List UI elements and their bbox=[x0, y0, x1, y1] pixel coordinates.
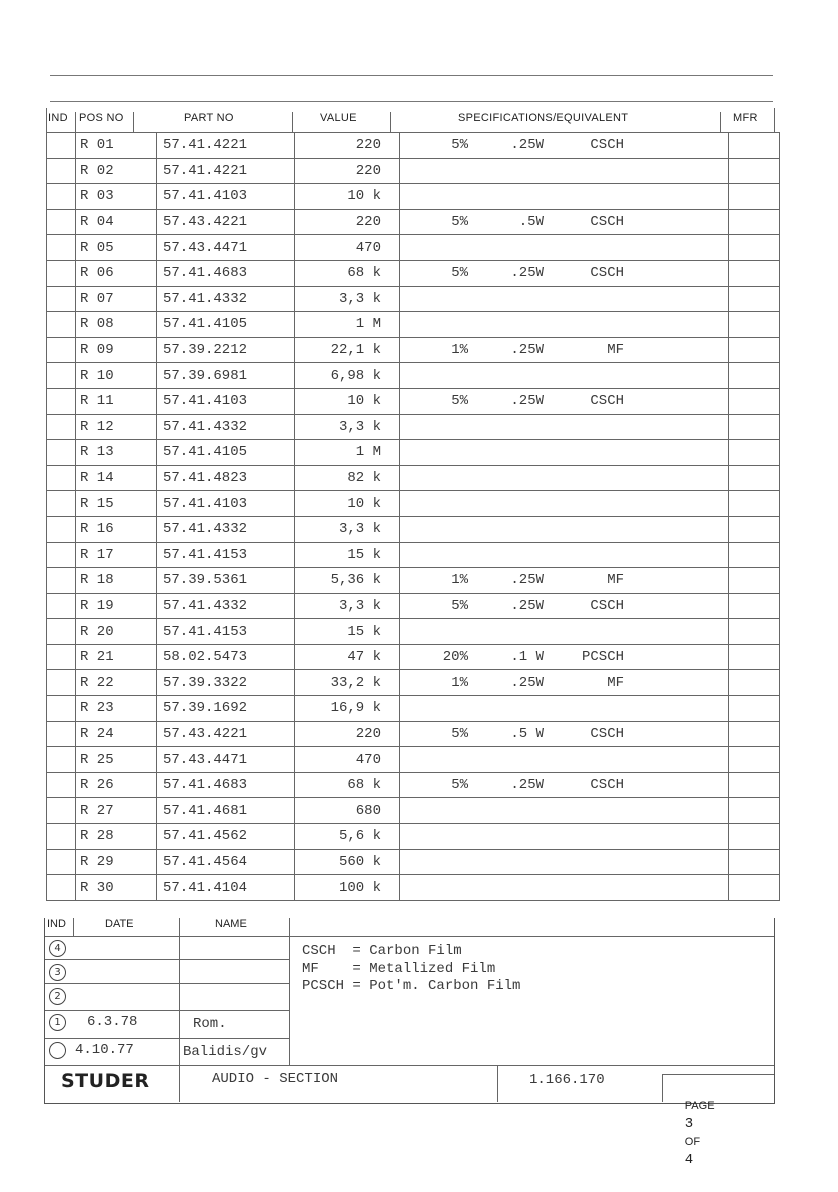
mfr-cell bbox=[729, 875, 780, 901]
mfr-cell bbox=[729, 209, 780, 235]
revision-date: 6.3.78 bbox=[87, 1014, 138, 1030]
value-cell: 10 k bbox=[295, 388, 400, 414]
revision-circle-icon: 1 bbox=[49, 1014, 66, 1031]
ind-cell bbox=[47, 440, 76, 466]
spec-cell bbox=[400, 209, 729, 235]
part-no-cell: 57.41.4103 bbox=[157, 184, 295, 210]
mfr-cell bbox=[729, 721, 780, 747]
header-specifications: SPECIFICATIONS/EQUIVALENT bbox=[458, 112, 629, 124]
part-no-cell: 57.41.4332 bbox=[157, 593, 295, 619]
table-row bbox=[47, 798, 780, 824]
table-row bbox=[47, 568, 780, 594]
table-row bbox=[47, 440, 780, 466]
power-rating: .25W bbox=[510, 597, 544, 614]
value-cell: 220 bbox=[295, 721, 400, 747]
pos-no-cell: R 13 bbox=[76, 440, 157, 466]
ind-cell bbox=[47, 286, 76, 312]
table-row bbox=[47, 209, 780, 235]
ind-cell bbox=[47, 696, 76, 722]
studer-logo: STUDER bbox=[61, 1070, 150, 1092]
power-rating: .25W bbox=[510, 572, 544, 589]
part-no-cell: 57.43.4221 bbox=[157, 721, 295, 747]
part-no-cell: 57.41.4562 bbox=[157, 824, 295, 850]
pos-no-cell: R 08 bbox=[76, 312, 157, 338]
spec-cell bbox=[400, 363, 729, 389]
spec-cell bbox=[400, 465, 729, 491]
power-rating: .25W bbox=[510, 265, 544, 282]
mfr-cell bbox=[729, 388, 780, 414]
part-no-cell: 57.41.4104 bbox=[157, 875, 295, 901]
table-row bbox=[47, 337, 780, 363]
table-row bbox=[47, 312, 780, 338]
part-no-cell: 57.41.4153 bbox=[157, 619, 295, 645]
pos-no-cell: R 17 bbox=[76, 542, 157, 568]
value-cell: 10 k bbox=[295, 491, 400, 517]
pos-no-cell: R 01 bbox=[76, 133, 157, 159]
ind-cell bbox=[47, 235, 76, 261]
part-no-cell: 57.41.4564 bbox=[157, 849, 295, 875]
mfr-cell bbox=[729, 619, 780, 645]
ind-cell bbox=[47, 491, 76, 517]
value-cell: 16,9 k bbox=[295, 696, 400, 722]
pos-no-cell: R 24 bbox=[76, 721, 157, 747]
part-no-cell: 57.39.6981 bbox=[157, 363, 295, 389]
spec-cell bbox=[400, 542, 729, 568]
resistor-type: PCSCH bbox=[581, 649, 624, 666]
part-no-cell: 57.41.4221 bbox=[157, 133, 295, 159]
value-cell: 220 bbox=[295, 133, 400, 159]
power-rating: .1 W bbox=[510, 649, 544, 666]
value-cell: 10 k bbox=[295, 184, 400, 210]
mfr-cell bbox=[729, 516, 780, 542]
ind-cell bbox=[47, 465, 76, 491]
value-cell: 3,3 k bbox=[295, 414, 400, 440]
revision-date: 4.10.77 bbox=[75, 1042, 134, 1058]
table-row bbox=[47, 414, 780, 440]
resistor-type: CSCH bbox=[590, 597, 624, 614]
spec-cell bbox=[400, 619, 729, 645]
value-cell: 470 bbox=[295, 747, 400, 773]
mfr-cell bbox=[729, 414, 780, 440]
part-no-cell: 57.41.4681 bbox=[157, 798, 295, 824]
pos-no-cell: R 30 bbox=[76, 875, 157, 901]
part-no-cell: 57.41.4103 bbox=[157, 491, 295, 517]
value-cell: 1 M bbox=[295, 312, 400, 338]
table-row bbox=[47, 184, 780, 210]
power-rating: .25W bbox=[510, 393, 544, 410]
tolerance: 5% bbox=[451, 265, 468, 282]
ind-cell bbox=[47, 260, 76, 286]
pos-no-cell: R 14 bbox=[76, 465, 157, 491]
tolerance: 5% bbox=[451, 725, 468, 742]
ind-cell bbox=[47, 824, 76, 850]
revision-circle-icon bbox=[49, 1042, 66, 1059]
table-row bbox=[47, 619, 780, 645]
pos-no-cell: R 07 bbox=[76, 286, 157, 312]
pos-no-cell: R 22 bbox=[76, 670, 157, 696]
footer-ind-label: IND bbox=[47, 918, 66, 930]
resistor-type: CSCH bbox=[590, 725, 624, 742]
mfr-cell bbox=[729, 824, 780, 850]
pos-no-cell: R 09 bbox=[76, 337, 157, 363]
resistor-type: MF bbox=[607, 572, 624, 589]
part-no-cell: 57.41.4105 bbox=[157, 312, 295, 338]
part-no-cell: 57.41.4103 bbox=[157, 388, 295, 414]
ind-cell bbox=[47, 312, 76, 338]
pos-no-cell: R 05 bbox=[76, 235, 157, 261]
value-cell: 5,6 k bbox=[295, 824, 400, 850]
pos-no-cell: R 28 bbox=[76, 824, 157, 850]
mfr-cell bbox=[729, 440, 780, 466]
mfr-cell bbox=[729, 235, 780, 261]
spec-cell bbox=[400, 133, 729, 159]
resistor-type: CSCH bbox=[590, 777, 624, 794]
value-cell: 82 k bbox=[295, 465, 400, 491]
part-no-cell: 57.39.2212 bbox=[157, 337, 295, 363]
spec-cell bbox=[400, 414, 729, 440]
mfr-cell bbox=[729, 465, 780, 491]
spec-cell bbox=[400, 772, 729, 798]
ind-cell bbox=[47, 875, 76, 901]
mfr-cell bbox=[729, 260, 780, 286]
value-cell: 68 k bbox=[295, 260, 400, 286]
table-row bbox=[47, 875, 780, 901]
spec-cell bbox=[400, 260, 729, 286]
tolerance: 1% bbox=[451, 674, 468, 691]
legend-line: MF = Metallized Film bbox=[302, 960, 496, 977]
tolerance: 20% bbox=[442, 649, 468, 666]
value-cell: 15 k bbox=[295, 542, 400, 568]
part-no-cell: 57.41.4105 bbox=[157, 440, 295, 466]
spec-cell bbox=[400, 798, 729, 824]
mfr-cell bbox=[729, 670, 780, 696]
footer-date-label: DATE bbox=[105, 918, 134, 930]
page-indicator bbox=[667, 1078, 715, 1186]
tolerance: 5% bbox=[451, 597, 468, 614]
part-no-cell: 57.41.4332 bbox=[157, 286, 295, 312]
pos-no-cell: R 02 bbox=[76, 158, 157, 184]
tolerance: 1% bbox=[451, 572, 468, 589]
pos-no-cell: R 04 bbox=[76, 209, 157, 235]
value-cell: 6,98 k bbox=[295, 363, 400, 389]
ind-cell bbox=[47, 414, 76, 440]
ind-cell bbox=[47, 721, 76, 747]
mfr-cell bbox=[729, 542, 780, 568]
header-mfr: MFR bbox=[733, 112, 758, 124]
spec-cell bbox=[400, 670, 729, 696]
tolerance: 5% bbox=[451, 137, 468, 154]
mfr-cell bbox=[729, 593, 780, 619]
table-row bbox=[47, 849, 780, 875]
header-value: VALUE bbox=[320, 112, 357, 124]
spec-cell bbox=[400, 747, 729, 773]
ind-cell bbox=[47, 644, 76, 670]
resistor-type: MF bbox=[607, 674, 624, 691]
pos-no-cell: R 18 bbox=[76, 568, 157, 594]
part-no-cell: 57.43.4471 bbox=[157, 235, 295, 261]
ind-cell bbox=[47, 798, 76, 824]
pos-no-cell: R 10 bbox=[76, 363, 157, 389]
mfr-cell bbox=[729, 772, 780, 798]
tolerance: 5% bbox=[451, 393, 468, 410]
ind-cell bbox=[47, 337, 76, 363]
ind-cell bbox=[47, 593, 76, 619]
tolerance: 5% bbox=[451, 777, 468, 794]
resistor-type: MF bbox=[607, 342, 624, 359]
pos-no-cell: R 12 bbox=[76, 414, 157, 440]
top-rule-1 bbox=[50, 75, 773, 76]
mfr-cell bbox=[729, 158, 780, 184]
table-row bbox=[47, 644, 780, 670]
value-cell: 3,3 k bbox=[295, 593, 400, 619]
page-label: PAGE bbox=[684, 1100, 715, 1112]
value-cell: 680 bbox=[295, 798, 400, 824]
resistor-type: CSCH bbox=[590, 393, 624, 410]
ind-cell bbox=[47, 363, 76, 389]
part-no-cell: 57.41.4823 bbox=[157, 465, 295, 491]
ind-cell bbox=[47, 670, 76, 696]
power-rating: .5W bbox=[518, 214, 544, 231]
resistor-type: CSCH bbox=[590, 214, 624, 231]
spec-cell bbox=[400, 516, 729, 542]
table-row bbox=[47, 747, 780, 773]
mfr-cell bbox=[729, 644, 780, 670]
mfr-cell bbox=[729, 363, 780, 389]
value-cell: 15 k bbox=[295, 619, 400, 645]
tolerance: 1% bbox=[451, 342, 468, 359]
ind-cell bbox=[47, 772, 76, 798]
ind-cell bbox=[47, 542, 76, 568]
power-rating: .25W bbox=[510, 342, 544, 359]
page-total: 4 bbox=[684, 1152, 694, 1168]
pos-no-cell: R 03 bbox=[76, 184, 157, 210]
part-no-cell: 57.43.4471 bbox=[157, 747, 295, 773]
table-row bbox=[47, 772, 780, 798]
mfr-cell bbox=[729, 286, 780, 312]
table-row bbox=[47, 670, 780, 696]
pos-no-cell: R 20 bbox=[76, 619, 157, 645]
value-cell: 1 M bbox=[295, 440, 400, 466]
value-cell: 68 k bbox=[295, 772, 400, 798]
value-cell: 100 k bbox=[295, 875, 400, 901]
table-row bbox=[47, 516, 780, 542]
value-cell: 560 k bbox=[295, 849, 400, 875]
part-no-cell: 57.39.3322 bbox=[157, 670, 295, 696]
power-rating: .25W bbox=[510, 674, 544, 691]
value-cell: 3,3 k bbox=[295, 286, 400, 312]
revision-circle-icon: 2 bbox=[49, 988, 66, 1005]
ind-cell bbox=[47, 388, 76, 414]
value-cell: 220 bbox=[295, 209, 400, 235]
part-no-cell: 57.41.4332 bbox=[157, 516, 295, 542]
table-row bbox=[47, 721, 780, 747]
part-no-cell: 57.39.1692 bbox=[157, 696, 295, 722]
mfr-cell bbox=[729, 184, 780, 210]
resistor-type: CSCH bbox=[590, 265, 624, 282]
ind-cell bbox=[47, 619, 76, 645]
title-block bbox=[44, 918, 775, 1168]
top-rule-2 bbox=[50, 101, 773, 102]
ind-cell bbox=[47, 133, 76, 159]
value-cell: 470 bbox=[295, 235, 400, 261]
mfr-cell bbox=[729, 337, 780, 363]
spec-cell bbox=[400, 286, 729, 312]
table-row bbox=[47, 286, 780, 312]
table-row bbox=[47, 593, 780, 619]
ind-cell bbox=[47, 568, 76, 594]
table-row bbox=[47, 363, 780, 389]
value-cell: 47 k bbox=[295, 644, 400, 670]
mfr-cell bbox=[729, 747, 780, 773]
header-part-no: PART NO bbox=[184, 112, 234, 124]
mfr-cell bbox=[729, 491, 780, 517]
part-no-cell: 57.41.4153 bbox=[157, 542, 295, 568]
spec-cell bbox=[400, 824, 729, 850]
spec-cell bbox=[400, 158, 729, 184]
of-label: OF bbox=[684, 1136, 701, 1148]
value-cell: 22,1 k bbox=[295, 337, 400, 363]
pos-no-cell: R 21 bbox=[76, 644, 157, 670]
power-rating: .25W bbox=[510, 137, 544, 154]
table-row bbox=[47, 158, 780, 184]
part-no-cell: 57.41.4332 bbox=[157, 414, 295, 440]
document-number: 1.166.170 bbox=[529, 1072, 605, 1088]
power-rating: .25W bbox=[510, 777, 544, 794]
revision-circle-icon: 3 bbox=[49, 964, 66, 981]
resistor-type: CSCH bbox=[590, 137, 624, 154]
table-header bbox=[46, 108, 775, 132]
table-row bbox=[47, 491, 780, 517]
revision-name: Balidis/gv bbox=[183, 1044, 268, 1060]
page-number: 3 bbox=[684, 1116, 694, 1132]
power-rating: .5 W bbox=[510, 725, 544, 742]
pos-no-cell: R 06 bbox=[76, 260, 157, 286]
table-row bbox=[47, 696, 780, 722]
ind-cell bbox=[47, 849, 76, 875]
header-pos-no: POS NO bbox=[79, 112, 124, 124]
mfr-cell bbox=[729, 696, 780, 722]
spec-cell bbox=[400, 491, 729, 517]
parts-table bbox=[46, 132, 780, 901]
mfr-cell bbox=[729, 798, 780, 824]
ind-cell bbox=[47, 747, 76, 773]
part-no-cell: 57.41.4683 bbox=[157, 260, 295, 286]
ind-cell bbox=[47, 516, 76, 542]
part-no-cell: 57.43.4221 bbox=[157, 209, 295, 235]
pos-no-cell: R 23 bbox=[76, 696, 157, 722]
ind-cell bbox=[47, 184, 76, 210]
value-cell: 3,3 k bbox=[295, 516, 400, 542]
ind-cell bbox=[47, 209, 76, 235]
legend-line: CSCH = Carbon Film bbox=[302, 943, 462, 959]
legend bbox=[302, 943, 520, 996]
spec-cell bbox=[400, 235, 729, 261]
header-ind: IND bbox=[48, 112, 68, 124]
value-cell: 220 bbox=[295, 158, 400, 184]
part-no-cell: 58.02.5473 bbox=[157, 644, 295, 670]
spec-cell bbox=[400, 849, 729, 875]
spec-cell bbox=[400, 388, 729, 414]
value-cell: 33,2 k bbox=[295, 670, 400, 696]
part-no-cell: 57.41.4683 bbox=[157, 772, 295, 798]
pos-no-cell: R 19 bbox=[76, 593, 157, 619]
ind-cell bbox=[47, 158, 76, 184]
footer-name-label: NAME bbox=[215, 918, 247, 930]
pos-no-cell: R 29 bbox=[76, 849, 157, 875]
table-row bbox=[47, 465, 780, 491]
pos-no-cell: R 11 bbox=[76, 388, 157, 414]
table-row bbox=[47, 388, 780, 414]
spec-cell bbox=[400, 696, 729, 722]
value-cell: 5,36 k bbox=[295, 568, 400, 594]
table-row bbox=[47, 133, 780, 159]
spec-cell bbox=[400, 644, 729, 670]
revision-circle-icon: 4 bbox=[49, 940, 66, 957]
legend-line: PCSCH = Pot'm. Carbon Film bbox=[302, 978, 521, 994]
section-title: AUDIO - SECTION bbox=[212, 1071, 339, 1087]
table-row bbox=[47, 824, 780, 850]
pos-no-cell: R 15 bbox=[76, 491, 157, 517]
spec-cell bbox=[400, 312, 729, 338]
mfr-cell bbox=[729, 312, 780, 338]
pos-no-cell: R 26 bbox=[76, 772, 157, 798]
table-row bbox=[47, 542, 780, 568]
table-row bbox=[47, 235, 780, 261]
part-no-cell: 57.39.5361 bbox=[157, 568, 295, 594]
pos-no-cell: R 27 bbox=[76, 798, 157, 824]
spec-cell bbox=[400, 875, 729, 901]
spec-cell bbox=[400, 593, 729, 619]
part-no-cell: 57.41.4221 bbox=[157, 158, 295, 184]
mfr-cell bbox=[729, 568, 780, 594]
table-row bbox=[47, 260, 780, 286]
spec-cell bbox=[400, 568, 729, 594]
mfr-cell bbox=[729, 133, 780, 159]
pos-no-cell: R 25 bbox=[76, 747, 157, 773]
tolerance: 5% bbox=[451, 214, 468, 231]
spec-cell bbox=[400, 337, 729, 363]
pos-no-cell: R 16 bbox=[76, 516, 157, 542]
mfr-cell bbox=[729, 849, 780, 875]
spec-cell bbox=[400, 440, 729, 466]
spec-cell bbox=[400, 721, 729, 747]
spec-cell bbox=[400, 184, 729, 210]
revision-name: Rom. bbox=[193, 1016, 227, 1032]
